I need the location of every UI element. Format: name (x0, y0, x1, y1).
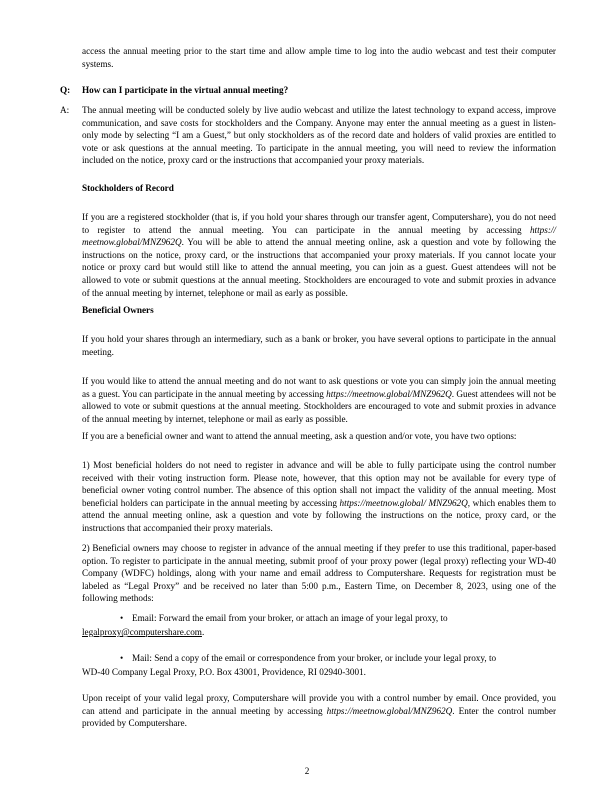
bullet-icon: • (120, 653, 124, 663)
option-1-paragraph: 1) Most beneficial holders do not need to register in advance and will be able to fully participate using the control number received with their voting instruction form. Please note, however, that this option may not be available for every type of beneficial owner voting control number. The absence of this option shall not impact the validity of the annual meeting. Most beneficial holders can participate in the annual meeting by accessing https://meetnow.global/ MNZ962Q, which enables them to attend the annual meeting online, ask a question and vote by following the instructions on the notice, proxy card, or the instructions that accompanied their proxy materials. (82, 460, 556, 533)
intro-paragraph: access the annual meeting prior to the start time and allow ample time to log into the audio webcast and test their computer systems. (82, 46, 556, 69)
beneficial-heading: Beneficial Owners (82, 305, 154, 315)
question-label: Q: (60, 85, 71, 95)
answer-label: A: (60, 105, 70, 115)
meeting-link[interactable]: https:// meetnow.global/MNZ962Q (82, 224, 556, 248)
stockholders-heading: Stockholders of Record (82, 183, 174, 193)
closing-paragraph: Upon receipt of your valid legal proxy, Computershare will provide you with a control number by email. Once provided, you can attend and participate in the annual meeting by accessing https://meetnow.global/MNZ962Q. Enter the control number provided by Computershare. (82, 693, 557, 729)
email-bullet: • Email: Forward the email from your broker, or attach an image of your legal proxy, to (120, 613, 448, 623)
meeting-link[interactable]: https://meetnow.global/ MNZ962Q (339, 497, 468, 508)
beneficial-paragraph-3: If you are a beneficial owner and want to attend the annual meeting, ask a question and/or vote, you have two options: (82, 431, 517, 441)
beneficial-paragraph-2: If you would like to attend the annual meeting and do not want to ask questions or vote you can simply join the annual meeting as a guest. You can participate in the annual meeting by accessing https://meetnow.global/MNZ962Q. Guest attendees will not be allowed to vote or submit questions at the annual meeting. Stockholders are encouraged to vote and submit proxies in advance of the annual meeting by internet, telephone or mail as early as possible. (82, 376, 556, 424)
meeting-link[interactable]: https://meetnow.global/MNZ962Q (326, 705, 453, 716)
stockholders-paragraph: If you are a registered stockholder (that is, if you hold your shares through our transfer agent, Computershare), you do not need to register to attend the annual meeting. You can participate in the annual meeting by accessing https:// meetnow.global/MNZ962Q. You will be able to attend the annual meeting online, ask a question and vote by following the instructions on the notice, proxy card, or the instructions that accompanied your proxy materials. If you cannot locate your notice or proxy card but would still like to attend the annual meeting, you can join as a guest. Guest attendees will not be allowed to vote or submit questions at the annual meeting. Stockholders are encouraged to vote and submit proxies in advance of the annual meeting by internet, telephone or mail as early as possible. (82, 212, 556, 298)
beneficial-paragraph-1: If you hold your shares through an intermediary, such as a bank or broker, you have several options to participate in the annual meeting. (82, 334, 556, 357)
mail-bullet-continuation: WD-40 Company Legal Proxy, P.O. Box 43001, Providence, RI 02940-3001. (82, 667, 366, 677)
bullet-icon: • (120, 613, 124, 623)
option-2-paragraph: 2) Beneficial owners may choose to register in advance of the annual meeting if they prefer to use this traditional, paper-based option. To register to participate in the annual meeting, submit proof of your proxy power (legal proxy) reflecting your WD-40 Company (WDFC) holdings, along with your name and email address to Computershare. Requests for registration must be labeled as “Legal Proxy” and be received no later than 5:00 p.m., Eastern Time, on December 8, 2023, using one of the following methods: (82, 543, 556, 604)
meeting-link[interactable]: https://meetnow.global/MNZ962Q (326, 388, 452, 399)
email-bullet-continuation: legalproxy@computershare.com. (82, 627, 205, 637)
answer-paragraph: The annual meeting will be conducted solely by live audio webcast and utilize the latest technology to expand access, improve communication, and save costs for stockholders and the Company. Anyone may enter the annual meeting as a guest in listen-only mode by selecting “I am a Guest,” but only stockholders as of the record date and holders of valid proxies are entitled to vote or ask questions at the annual meeting. To participate in the annual meeting, you will need to review the information included on the notice, proxy card or the instructions that accompanied your proxy materials. (82, 105, 556, 166)
mail-bullet: • Mail: Send a copy of the email or correspondence from your broker, or include your legal proxy, to (120, 653, 497, 663)
page-number: 2 (304, 766, 310, 776)
question-heading: How can I participate in the virtual annual meeting? (82, 85, 289, 95)
email-link[interactable]: legalproxy@computershare.com (82, 627, 202, 637)
